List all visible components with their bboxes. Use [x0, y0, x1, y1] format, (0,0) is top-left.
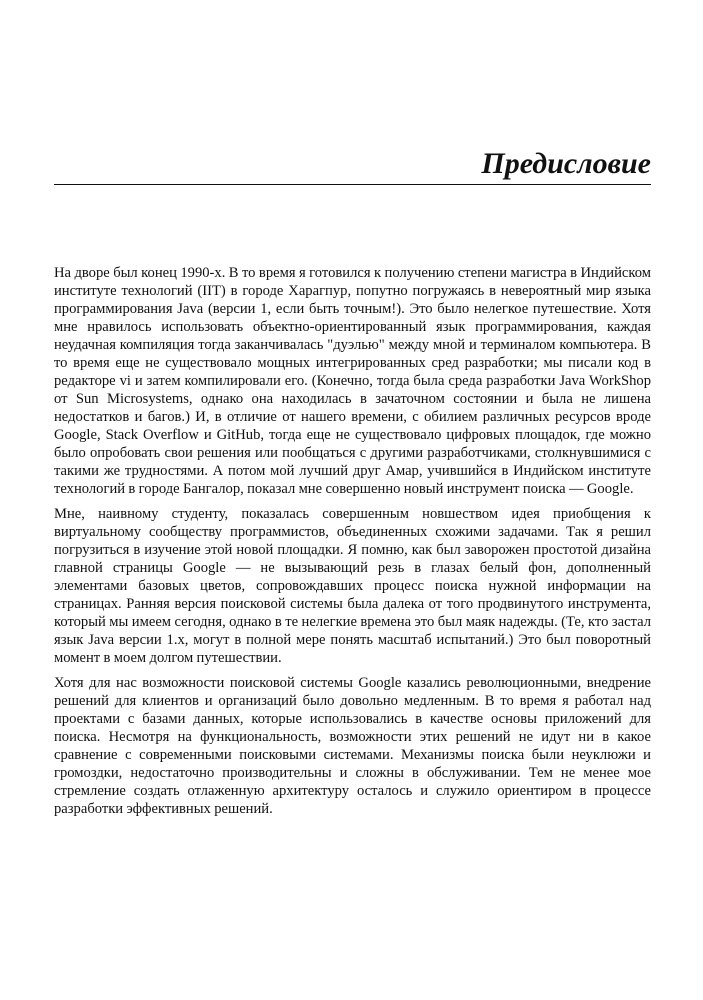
paragraph-3: Хотя для нас возможности поисковой системы Google казались революционными, внедрение решений для клиентов и организаций было довольно медленным. В то время я работал над проектами с базами данных, которые использовались в качестве основы приложений для поиска. Несмотря на функциональность, возможности этих решений не идут ни в какое сравнение с современными поисковыми системами. Механизмы поиска были неуклюжи и громоздки, недостаточно производительны и сложны в обслуживании. Тем не менее мое стремление создать отлаженную архитектуру осталось и служило ориентиром в процессе разработки эффективных решений. [54, 675, 651, 817]
chapter-title: Предисловие [481, 147, 651, 180]
body-text [54, 264, 651, 825]
paragraph-2: Мне, наивному студенту, показалась совершенным новшеством идея приобщения к виртуальному сообществу программистов, объединенных схожими задачами. Так я решил погрузиться в изучение этой новой площадки. Я помню, как был заворожен простотой дизайна главной страницы Google — не вызывающий резь в глазах белый фон, дополненный элементами базовых цветов, сопровождавших процесс поиска нужной информации на страницах. Ранняя версия поисковой системы была далека от того продвинутого инструмента, который мы имеем сегодня, однако в те нелегкие времена это был маяк надежды. (Те, кто застал язык Java версии 1.x, могут в полной мере понять масштаб испытаний.) Это был поворотный момент в моем долгом путешествии. [54, 506, 651, 666]
title-underline-rule [54, 184, 651, 185]
paragraph-1: На дворе был конец 1990-х. В то время я готовился к получению степени магистра в Индийском институте технологий (IIT) в городе Харагпур, попутно погружаясь в невероятный мир языка программирования Java (версии 1, если быть точным!). Это было нелегкое путешествие. Хотя мне нравилось использовать объектно-ориентированный язык программирования, каждая неудачная компиляция тогда заканчивалась "дуэлью" между мной и терминалом компьютера. В то время еще не существовало мощных интегрированных сред разработки; мы писали код в редакторе vi и затем компилировали его. (Конечно, тогда была среда разработки Java WorkShop от Sun Microsystems, однако она находилась в зачаточном состоянии и была не лишена недостатков и багов.) И, в отличие от нашего времени, с обилием различных ресурсов вроде Google, Stack Overflow и GitHub, тогда еще не существовало цифровых площадок, где можно было опробовать свои решения или пообщаться с другими разработчиками, столкнувшимися с такими же трудностями. А потом мой лучший друг Амар, учившийся в Индийском институте технологий в городе Бангалор, показал мне совершенно новый инструмент поиска — Google. [54, 265, 651, 497]
